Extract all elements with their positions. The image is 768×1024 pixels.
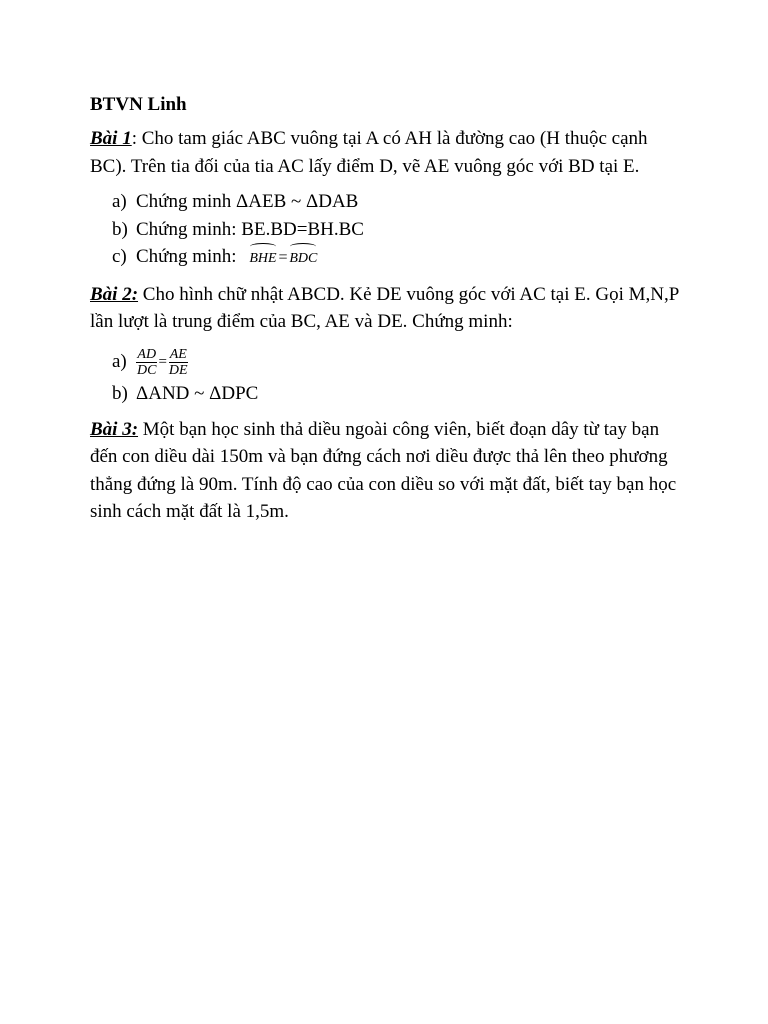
exercise-2-part-b (90, 380, 680, 408)
exercise-2-label: Bài 2: (90, 283, 139, 305)
fraction-numerator: AD (137, 346, 157, 362)
exercise-2-parts (90, 344, 680, 408)
part-marker: b) (112, 383, 128, 405)
part-text: Chứng minh: BE.BD=BH.BC (136, 218, 364, 240)
exercise-2-part-a (90, 344, 680, 381)
fraction-ad-dc (136, 347, 157, 378)
part-text: Chứng minh ΔAEB ~ ΔDAB (136, 191, 359, 212)
part-marker: c) (112, 246, 127, 267)
exercise-1-text: : Cho tam giác ABC vuông tại A có AH là đường cao (H thuộc cạnh BC). Trên tia đối của tia AC lấy điểm D, vẽ AE vuông góc với BD tại E. (90, 128, 648, 177)
exercise-1-statement (90, 125, 680, 180)
part-marker: a) (112, 350, 127, 372)
exercise-1-label: Bài 1 (90, 128, 132, 149)
exercise-1-part-a (90, 188, 680, 216)
exercise-3-statement (90, 416, 680, 526)
part-text: ΔAND ~ ΔDPC (136, 383, 259, 405)
exercise-2-text: Cho hình chữ nhật ABCD. Kẻ DE vuông góc với AC tại E. Gọi M,N,P lần lượt là trung điểm của BC, AE và DE. Chứng minh: (90, 283, 679, 332)
part-marker: a) (112, 191, 127, 212)
exercise-3-label: Bài 3: (90, 418, 139, 440)
exercise-2-statement (90, 281, 680, 336)
document-title: BTVN Linh (90, 94, 187, 115)
fraction-numerator: AE (169, 346, 187, 362)
fraction-denominator: DC (137, 362, 157, 378)
exercise-1-parts (90, 188, 680, 273)
fraction-denominator: DE (168, 362, 188, 378)
document-body (90, 93, 680, 534)
exercise-3-text: Một bạn học sinh thả diều ngoài công viên, biết đoạn dây từ tay bạn đến con diều dài 150m và bạn đứng cách nơi diều được thả lên theo phương thẳng đứng là 90m. Tính độ cao của con diều so với mặt đất, biết tay bạn học sinh cách mặt đất là 1,5m. (90, 418, 677, 523)
part-text: Chứng minh: (136, 246, 237, 267)
angle-bdc: BDC (289, 243, 317, 273)
fraction-ae-de (168, 347, 189, 378)
angle-equation (249, 251, 317, 266)
angle-bhe: BHE (249, 243, 276, 273)
equals-sign: = (158, 354, 167, 371)
part-marker: b) (112, 218, 128, 240)
equals-sign: = (277, 249, 289, 266)
exercise-1-part-b (90, 216, 680, 244)
exercise-1-part-c (90, 243, 680, 273)
